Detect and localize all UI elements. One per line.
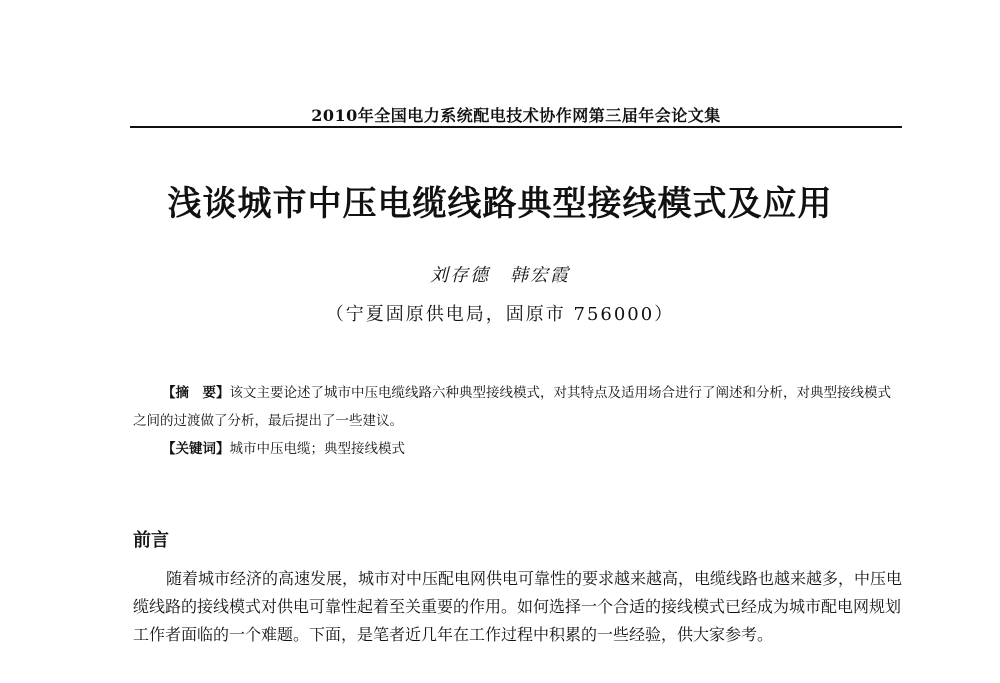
body-paragraph [133,565,903,649]
paper-title: 浅谈城市中压电缆线路典型接线模式及应用 [167,184,833,224]
keywords-label: 【关键词】 [162,441,230,457]
author-name: 韩宏霞 [510,265,570,286]
abstract-label: 【摘 要】 [162,385,230,401]
running-header: 2010年全国电力系统配电技术协作网第三届年会论文集 [311,106,721,125]
header-rule [130,126,902,128]
section-heading: 前言 [133,530,169,551]
author-line [100,261,900,287]
abstract [133,379,903,435]
author-name: 刘存德 [430,265,490,286]
paragraph-text: 随着城市经济的高速发展，城市对中压配电网供电可靠性的要求越来越高，电缆线路也越来越多，中压电缆线路的接线模式对供电可靠性起着至关重要的作用。如何选择一个合适的接线模式已经成为城市配电网规划工作者面临的一个难题。下面，是笔者近几年在工作过程中积累的一些经验，供大家参考。 [133,569,903,644]
abstract-text: 该文主要论述了城市中压电缆线路六种典型接线模式，对其特点及适用场合进行了阐述和分析，对典型接线模式之间的过渡做了分析，最后提出了一些建议。 [133,385,891,429]
keywords [162,439,902,459]
affiliation: （宁夏固原供电局，固原市 756000） [325,304,675,325]
keywords-text: 城市中压电缆；典型接线模式 [229,441,405,457]
